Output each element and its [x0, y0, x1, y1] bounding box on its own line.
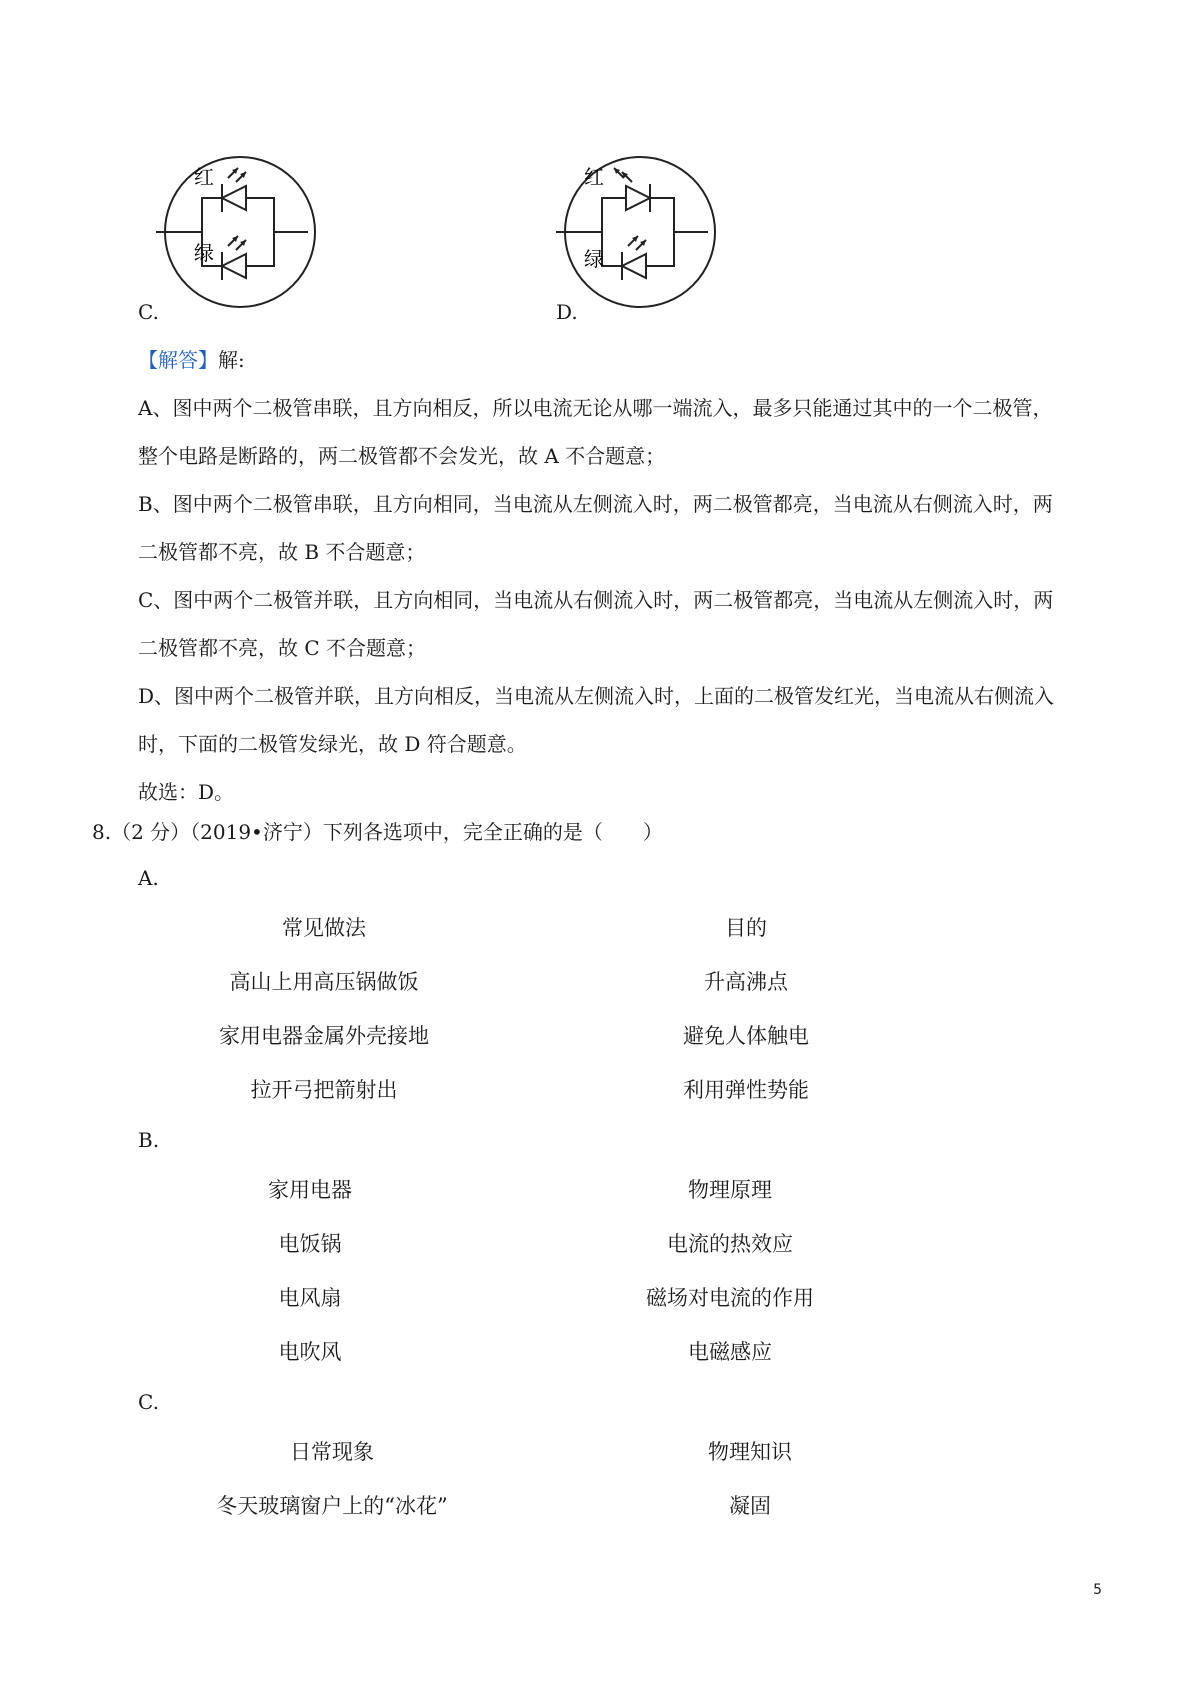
table-cell: 电风扇 — [278, 1286, 342, 1310]
answer-line: 时，下面的二极管发绿光，故 D 符合题意。 — [138, 732, 527, 756]
answer-line: B、图中两个二极管串联，且方向相同，当电流从左侧流入时，两二极管都亮，当电流从右侧流入时，两 — [138, 492, 1053, 516]
table-cell: 电流的热效应 — [667, 1232, 793, 1256]
option-c2-label: C. — [138, 1390, 159, 1414]
table-cell: 电饭锅 — [278, 1232, 342, 1256]
table-cell: 磁场对电流的作用 — [646, 1286, 814, 1310]
table-cell: 目的 — [725, 916, 767, 940]
green-led-label: 绿 — [194, 241, 214, 265]
table-cell: 冬天玻璃窗户上的“冰花” — [216, 1494, 448, 1518]
table-cell: 高山上用高压锅做饭 — [229, 970, 419, 994]
table-cell: 避免人体触电 — [683, 1024, 809, 1048]
table-cell: 升高沸点 — [704, 970, 788, 994]
page-number: 5 — [1093, 1582, 1102, 1598]
answer-line: 二极管都不亮，故 C 不合题意； — [138, 636, 427, 660]
table-cell: 家用电器金属外壳接地 — [219, 1024, 429, 1048]
option-a-label: A. — [138, 866, 159, 890]
answer-line: 故选：D。 — [138, 780, 235, 804]
table-cell: 拉开弓把箭射出 — [250, 1078, 398, 1102]
answer-line: C、图中两个二极管并联，且方向相同，当电流从右侧流入时，两二极管都亮，当电流从左侧流入时，两 — [138, 588, 1054, 612]
red-led-label: 红 — [584, 165, 604, 189]
option-b-label: B. — [138, 1128, 160, 1152]
answer-tag-suffix: 解: — [218, 348, 245, 372]
table-cell: 物理原理 — [688, 1178, 772, 1202]
table-cell: 利用弹性势能 — [683, 1078, 809, 1102]
table-cell: 物理知识 — [708, 1440, 792, 1464]
table-cell: 电磁感应 — [688, 1340, 772, 1364]
answer-body — [138, 384, 1098, 816]
red-led-label: 红 — [194, 165, 214, 189]
answer-line: D、图中两个二极管并联，且方向相反，当电流从左侧流入时，上面的二极管发红光，当电流从右侧流入 — [138, 684, 1055, 708]
answer-line: 整个电路是断路的，两二极管都不会发光，故 A 不合题意； — [138, 444, 666, 468]
table-cell: 常见做法 — [282, 916, 366, 940]
circuit-diagram-d — [550, 150, 720, 310]
answer-line: A、图中两个二极管串联，且方向相反，所以电流无论从哪一端流入，最多只能通过其中的一个二极管， — [138, 396, 1053, 420]
table-cell: 电吹风 — [278, 1340, 342, 1364]
option-c-label: C. — [138, 300, 159, 324]
table-cell: 凝固 — [729, 1494, 771, 1518]
option-d-label: D. — [556, 300, 578, 324]
question-stem: 8.（2 分）（2019•济宁）下列各选项中，完全正确的是（ ） — [92, 820, 663, 844]
table-cell: 日常现象 — [290, 1440, 374, 1464]
answer-line: 二极管都不亮，故 B 不合题意； — [138, 540, 426, 564]
circuit-diagram-c — [150, 150, 320, 310]
green-led-label: 绿 — [584, 247, 604, 271]
table-cell: 家用电器 — [268, 1178, 352, 1202]
answer-header — [138, 336, 1098, 384]
answer-tag: 【解答】 — [138, 348, 218, 372]
